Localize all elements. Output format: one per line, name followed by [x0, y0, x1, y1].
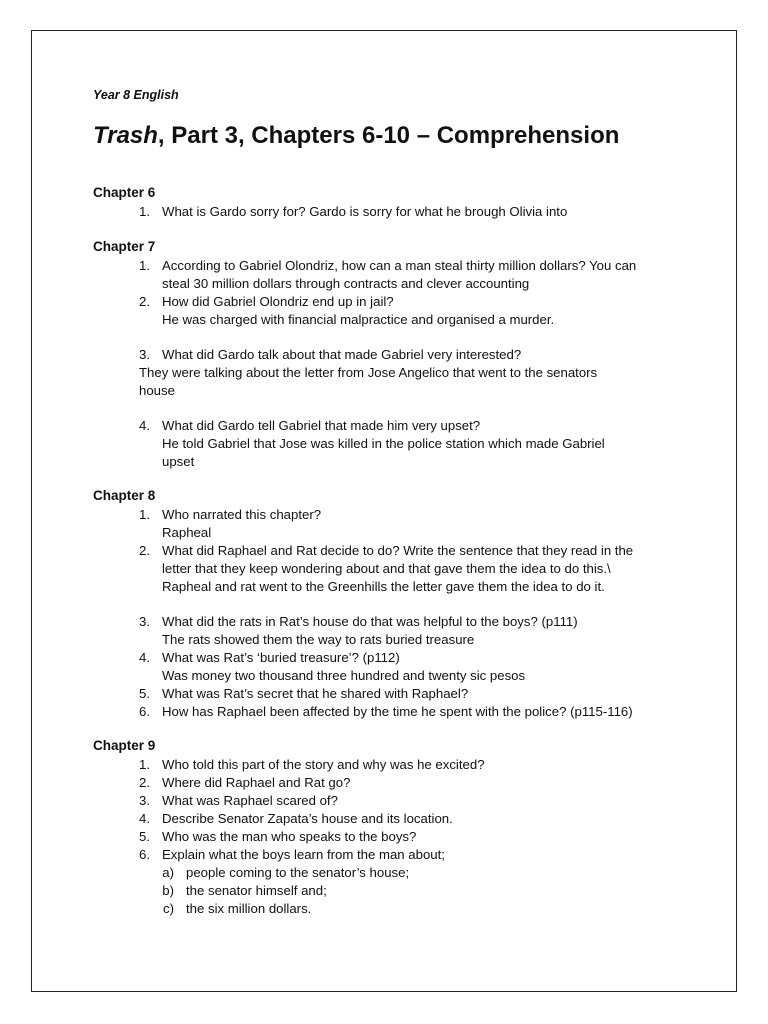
- list-number: 1.: [139, 204, 150, 219]
- list-number: 4.: [139, 811, 150, 826]
- book-title: Trash: [93, 122, 158, 149]
- sub-letter: c): [163, 901, 174, 916]
- ch6-question-1: What is Gardo sorry for? Gardo is sorry for what he brough Olivia into: [162, 204, 568, 219]
- ch8-question-3: What did the rats in Rat’s house do that was helpful to the boys? (p111): [162, 614, 578, 629]
- ch8-answer-1: Rapheal: [162, 525, 212, 540]
- list-number: 3.: [139, 347, 150, 362]
- list-number: 3.: [139, 793, 150, 808]
- ch9-question-2: Where did Raphael and Rat go?: [162, 775, 351, 790]
- ch9-question-3: What was Raphael scared of?: [162, 793, 338, 808]
- list-number: 1.: [139, 757, 150, 772]
- ch8-question-6: How has Raphael been affected by the time he spent with the police? (p115-116): [162, 704, 633, 719]
- ch9-sub-item-b: the senator himself and;: [186, 883, 327, 898]
- list-number: 6.: [139, 704, 150, 719]
- list-number: 4.: [139, 418, 150, 433]
- ch7-answer-3-line-2: house: [139, 383, 175, 398]
- list-number: 4.: [139, 650, 150, 665]
- chapter-8-heading: Chapter 8: [93, 488, 156, 503]
- list-number: 3.: [139, 614, 150, 629]
- list-number: 5.: [139, 686, 150, 701]
- ch8-question-5: What was Rat’s secret that he shared with Raphael?: [162, 686, 469, 701]
- title-rest: , Part 3, Chapters 6-10 – Comprehension: [157, 122, 620, 149]
- ch8-answer-3: The rats showed them the way to rats buried treasure: [162, 632, 475, 647]
- list-number: 2.: [139, 294, 150, 309]
- list-number: 5.: [139, 829, 150, 844]
- ch8-question-2-line-1: What did Raphael and Rat decide to do? Write the sentence that they read in the: [162, 543, 634, 558]
- sub-letter: a): [162, 865, 174, 880]
- chapter-6-heading: Chapter 6: [93, 185, 156, 200]
- chapter-7-heading: Chapter 7: [93, 239, 156, 254]
- ch7-answer-2: He was charged with financial malpractice and organised a murder.: [162, 312, 555, 327]
- course-subtitle: Year 8 English: [93, 88, 179, 102]
- ch8-question-1: Who narrated this chapter?: [162, 507, 322, 522]
- ch7-question-4: What did Gardo tell Gabriel that made him very upset?: [162, 418, 481, 433]
- page-title: [93, 122, 619, 150]
- ch7-answer-4-line-2: upset: [162, 454, 195, 469]
- list-number: 1.: [139, 258, 150, 273]
- ch9-question-6: Explain what the boys learn from the man about;: [162, 847, 445, 862]
- ch8-question-4: What was Rat’s ‘buried treasure’? (p112): [162, 650, 400, 665]
- list-number: 6.: [139, 847, 150, 862]
- ch9-sub-item-a: people coming to the senator’s house;: [186, 865, 410, 880]
- ch8-answer-4: Was money two thousand three hundred and twenty sic pesos: [162, 668, 526, 683]
- ch7-question-3: What did Gardo talk about that made Gabriel very interested?: [162, 347, 522, 362]
- ch7-question-1-line-2: steal 30 million dollars through contracts and clever accounting: [162, 276, 530, 291]
- list-number: 2.: [139, 775, 150, 790]
- ch7-question-1-line-1: According to Gabriel Olondriz, how can a man steal thirty million dollars? You can: [162, 258, 637, 273]
- ch9-sub-item-c: the six million dollars.: [186, 901, 312, 916]
- ch8-question-2-line-2: letter that they keep wondering about and that gave them the idea to do this.\: [162, 561, 611, 576]
- sub-letter: b): [162, 883, 174, 898]
- ch7-answer-3-line-1: They were talking about the letter from Jose Angelico that went to the senators: [139, 365, 598, 380]
- list-number: 2.: [139, 543, 150, 558]
- ch9-question-1: Who told this part of the story and why was he excited?: [162, 757, 485, 772]
- list-number: 1.: [139, 507, 150, 522]
- ch8-answer-2: Rapheal and rat went to the Greenhills the letter gave them the idea to do it.: [162, 579, 605, 594]
- ch9-question-5: Who was the man who speaks to the boys?: [162, 829, 417, 844]
- ch9-question-4: Describe Senator Zapata’s house and its location.: [162, 811, 453, 826]
- chapter-9-heading: Chapter 9: [93, 738, 156, 753]
- ch7-answer-4-line-1: He told Gabriel that Jose was killed in the police station which made Gabriel: [162, 436, 605, 451]
- ch7-question-2: How did Gabriel Olondriz end up in jail?: [162, 294, 394, 309]
